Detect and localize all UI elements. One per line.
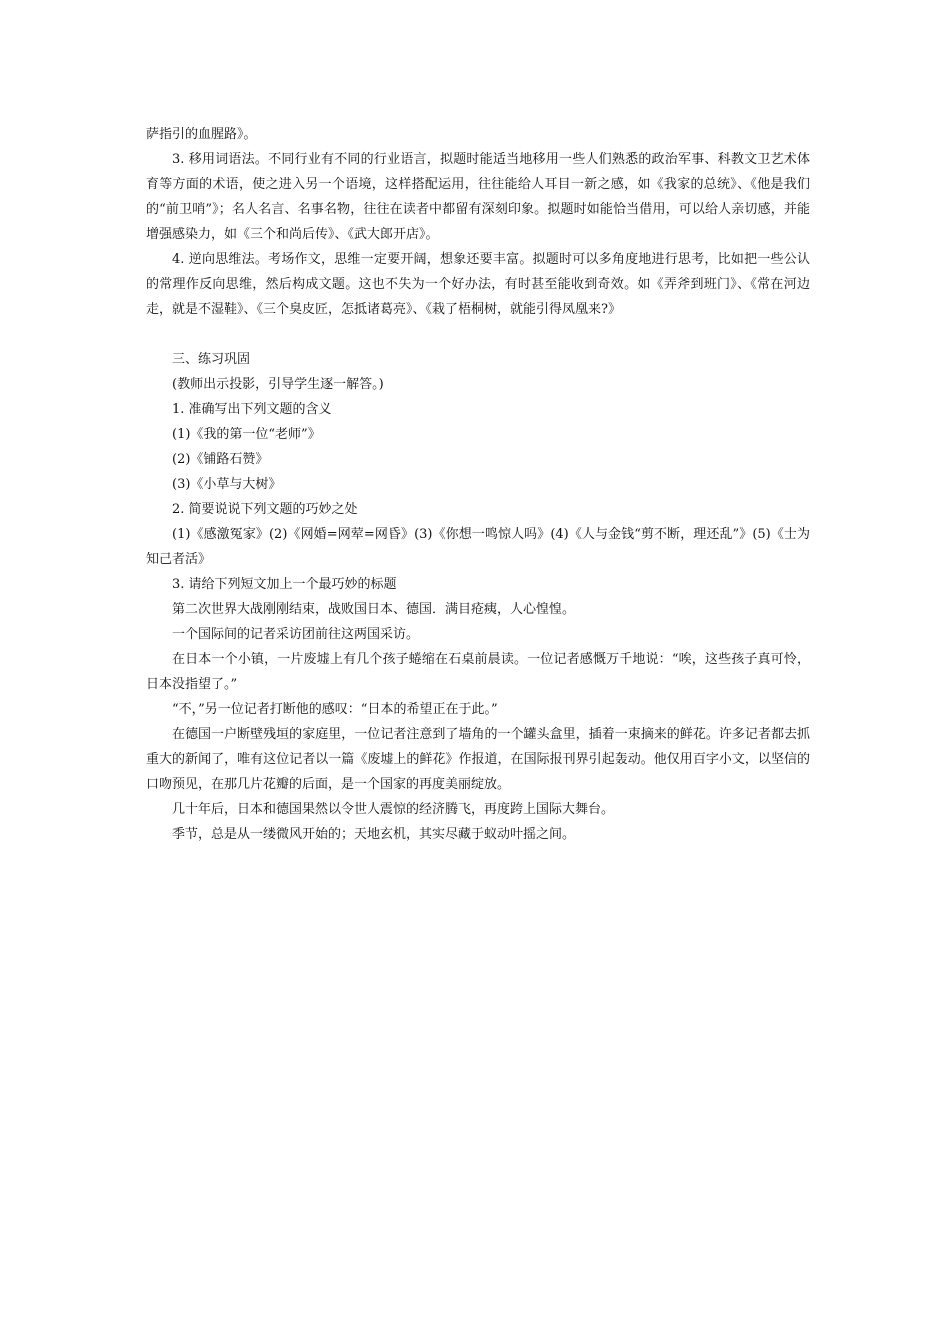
story-paragraph-4: “不，”另一位记者打断他的感叹：“日本的希望正在于此。” [172, 702, 498, 717]
paragraph-continuation: 萨指引的血腥路》。 [146, 127, 257, 142]
story-paragraph-6: 几十年后，日本和德国果然以令世人震惊的经济腾飞，再度跨上国际大舞台。 [172, 802, 615, 817]
story-paragraph-5: 在德国一户断壁残垣的家庭里，一位记者注意到了墙角的一个罐头盒里，插着一束摘来的鲜花。许多记者都去抓重大的新闻了，唯有这位记者以一篇《废墟上的鲜花》作报道，在国际报刊界引起轰动。他仅用百字小文，以坚信的口吻预见，在那几片花瓣的后面，是一个国家的再度美丽绽放。 [146, 727, 810, 792]
exercise-3-heading: 3. 请给下列短文加上一个最巧妙的标题 [172, 577, 397, 592]
exercise-2-items: (1)《感激冤家》(2)《网婚=网荤=网昏》(3)《你想一鸣惊人吗》(4)《人与金钱“剪不断，理还乱”》(5)《士为知己者活》 [146, 527, 810, 567]
story-paragraph-3: 在日本一个小镇，一片废墟上有几个孩子蜷缩在石桌前晨读。一位记者感慨万千地说：“唉，这些孩子真可怜，日本没指望了。” [146, 652, 810, 692]
paragraph-gap [146, 322, 810, 347]
exercise-1-item-1: (1)《我的第一位“老师”》 [172, 427, 321, 442]
story-paragraph-1: 第二次世界大战刚刚结束，战败国日本、德国．满目疮痍，人心惶惶。 [172, 602, 576, 617]
exercise-1-item-2: (2)《铺路石赞》 [172, 452, 269, 467]
paragraph-method-4: 4. 逆向思维法。考场作文，思维一定要开阔，想象还要丰富。拟题时可以多角度地进行思考，比如把一些公认的常理作反向思维，然后构成文题。这也不失为一个好办法，有时甚至能收到奇效。如《弄斧到班门》、《常在河边走，就是不湿鞋》、《三个臭皮匠，怎抵诸葛亮》、《栽了梧桐树，就能引得凤凰来?》 [146, 252, 810, 317]
document-body [146, 122, 810, 847]
exercise-2-heading: 2. 简要说说下列文题的巧妙之处 [172, 502, 358, 517]
paragraph-method-3: 3. 移用词语法。不同行业有不同的行业语言，拟题时能适当地移用一些人们熟悉的政治军事、科教文卫艺术体育等方面的术语，使之进入另一个语境，这样搭配运用，往往能给人耳目一新之感，如《我家的总统》、《他是我们的“前卫哨”》；名人名言、名事名物，往往在读者中都留有深刻印象。拟题时如能恰当借用，可以给人亲切感，并能增强感染力，如《三个和尚后传》、《武大郎开店》。 [146, 152, 810, 242]
exercise-1-heading: 1. 准确写出下列文题的含义 [172, 402, 332, 417]
story-paragraph-7: 季节，总是从一缕微风开始的；天地玄机，其实尽藏于蚁动叶摇之间。 [172, 827, 576, 842]
exercise-1-item-3: (3)《小草与大树》 [172, 477, 282, 492]
teacher-note: (教师出示投影，引导学生逐一解答。) [172, 377, 384, 392]
story-paragraph-2: 一个国际间的记者采访团前往这两国采访。 [172, 627, 420, 642]
section-heading-practice: 三、练习巩固 [172, 352, 251, 367]
